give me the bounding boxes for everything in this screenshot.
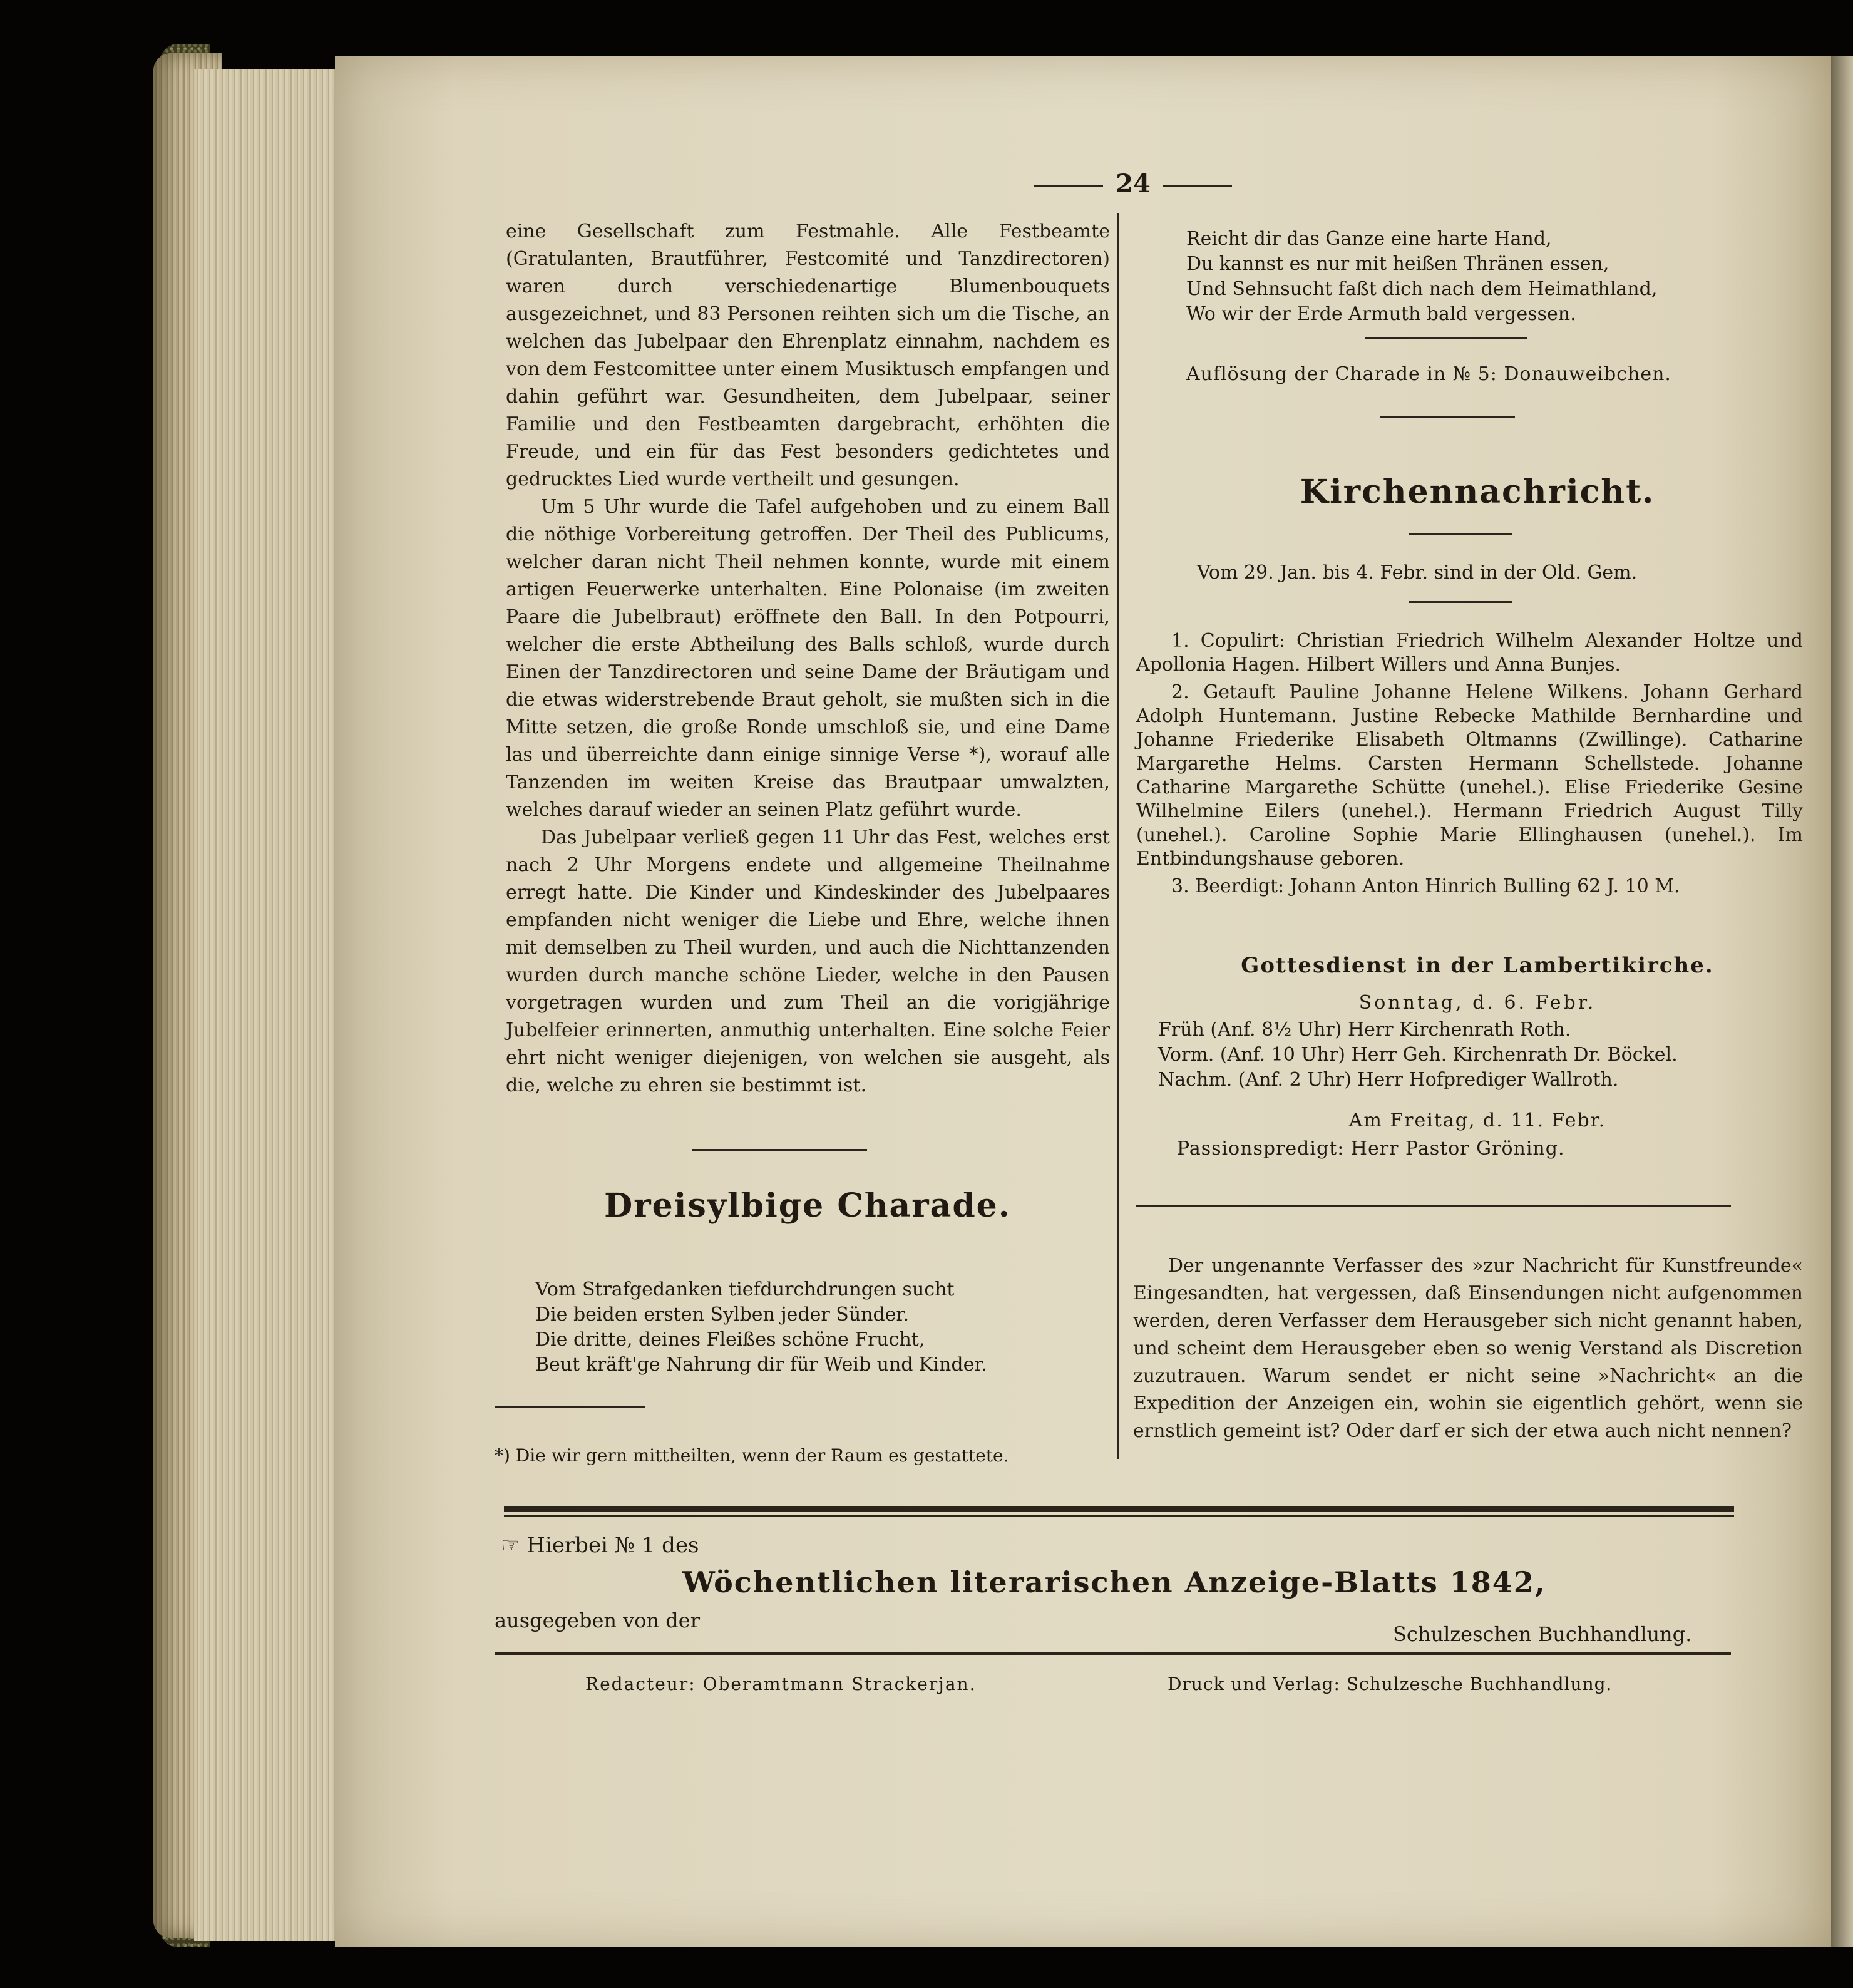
supplement-title: Wöchentlichen literarischen Anzeige-Blatts 1842, bbox=[682, 1565, 1546, 1599]
service-item: Vorm. (Anf. 10 Uhr) Herr Geh. Kirchenrath Dr. Böckel. bbox=[1158, 1044, 1678, 1066]
footnote-rule bbox=[495, 1406, 645, 1408]
service-item: Nachm. (Anf. 2 Uhr) Herr Hofprediger Wallroth. bbox=[1158, 1069, 1619, 1091]
footnote: *) Die wir gern mittheilten, wenn der Raum es gestattete. bbox=[495, 1445, 1009, 1466]
passion-sermon: Passionspredigt: Herr Pastor Gröning. bbox=[1177, 1138, 1565, 1160]
page-number bbox=[1014, 169, 1252, 198]
article-paragraph-2: Um 5 Uhr wurde die Tafel aufgehoben und zu einem Ball die nöthige Vorbereitung getroffen. Der Theil des Publicums, welcher daran nicht Theil nehmen konnte, wurde mit einem artigen Feuerwerke unterhalten. Eine Polonaise (im zweiten Paare die Jubelbraut) eröffnete den Ball. In den Potpourri, welcher die erste Abtheilung des Balls schloß, wurde durch Einen der Tanzdirectoren und seine Dame der Bräutigam und die etwas widerstrebende Braut geholt, sie mußten sich in die Mitte setzen, die große Ronde umschloß sie, und eine Dame las und überreichte dann einige sinnige Verse *), worauf alle Tanzenden im weiten Kreise das Brautpaar umwalzten, welches darauf wieder an seinen Platz geführt wurde. bbox=[506, 496, 1110, 821]
charade-verse bbox=[535, 1277, 987, 1378]
charade-line-2: Die beiden ersten Sylben jeder Sünder. bbox=[535, 1304, 909, 1326]
charade-line-1: Vom Strafgedanken tiefdurchdrungen sucht bbox=[535, 1279, 955, 1300]
friday-date: Am Freitag, d. 11. Febr. bbox=[1348, 1110, 1606, 1131]
verse-line-1: Reicht dir das Ganze eine harte Hand, bbox=[1186, 228, 1552, 250]
separator-rule bbox=[1380, 416, 1515, 418]
service-item: Früh (Anf. 8½ Uhr) Herr Kirchenrath Roth. bbox=[1158, 1019, 1571, 1041]
charade-line-3: Die dritte, deines Fleißes schöne Frucht, bbox=[535, 1329, 925, 1351]
verse-line-4: Wo wir der Erde Armuth bald vergessen. bbox=[1186, 303, 1576, 325]
church-period: Vom 29. Jan. bis 4. Febr. sind in der Old. Gem. bbox=[1197, 562, 1638, 584]
issued-by: ausgegeben von der bbox=[495, 1609, 700, 1632]
service-list bbox=[1158, 1017, 1678, 1093]
separator-rule bbox=[692, 1149, 867, 1151]
service-title: Gottesdienst in der Lambertikirche. bbox=[1241, 953, 1714, 978]
page-number-text: 24 bbox=[1116, 169, 1151, 198]
separator-rule bbox=[1136, 1205, 1731, 1207]
verse-line-2: Du kannst es nur mit heißen Thränen essen, bbox=[1186, 253, 1609, 275]
left-column-article bbox=[506, 218, 1110, 1100]
editor-notice: Der ungenannte Verfasser des »zur Nachricht für Kunstfreunde« Eingesandten, hat vergessen, daß Einsendungen nicht aufgenommen werden, deren Verfasser dem Herausgeber sich nicht genannt haben, und scheint dem Herausgeber eben so wenig Verstand als Discretion zuzutrauen. Warum sendet er nicht seine »Nachricht« an die Expedition der Anzeigen ein, wohin sie eigentlich gehört, wenn sie ernstlich gemeint ist? Oder darf er sich der etwa auch nicht nennen? bbox=[1133, 1255, 1803, 1442]
publisher-name: Schulzeschen Buchhandlung. bbox=[1393, 1622, 1692, 1646]
separator-rule bbox=[1409, 533, 1512, 535]
bottom-thin-rule bbox=[504, 1515, 1734, 1517]
charade-solution: Auflösung der Charade in № 5: Donauweibchen. bbox=[1186, 363, 1671, 385]
page-number-dash-right bbox=[1163, 185, 1232, 187]
column-divider bbox=[1117, 213, 1119, 1459]
baptized-entry: 2. Getauft Pauline Johanne Helene Wilkens. Johann Gerhard Adolph Huntemann. Justine Rebecke Mathilde Bernhardine und Johanne Friederike Elisabeth Oltmanns (Zwillinge). Catharine Margarethe Helms. Carsten Hermann Schellstede. Johanne Catharine Margarethe Schütte (unehel.). Elise Friederike Gesine Wilhelmine Eilers (unehel.). Hermann Friedrich August Tilly (unehel.). Caroline Sophie Marie Ellinghausen (unehel.). Im Entbindungshause geboren. bbox=[1136, 681, 1803, 870]
separator-rule bbox=[1365, 337, 1527, 339]
separator-rule bbox=[1409, 601, 1512, 603]
printer-credit: Druck und Verlag: Schulzesche Buchhandlung. bbox=[1168, 1674, 1613, 1694]
church-records bbox=[1136, 629, 1803, 899]
article-paragraph-3: Das Jubelpaar verließ gegen 11 Uhr das Fest, welches erst nach 2 Uhr Morgens endete und allgemeine Theilnahme erregt hatte. Die Kinder und Kindeskinder des Jubelpaares empfanden nicht weniger die Liebe und Ehre, welche ihnen mit demselben zu Theil wurden, und auch die Nichttanzenden wurden durch manche schöne Lieder, welche in den Pausen vorgetragen wurden und zum Theil an die vorigjährige Jubelfeier erinnerten, anmuthig unterhalten. Eine solche Feier ehrt nicht weniger diejenigen, von welchen sie ausgeht, als die, welche zu ehren sie bestimmt ist. bbox=[506, 827, 1110, 1096]
editor-credit: Redacteur: Oberamtmann Strackerjan. bbox=[585, 1674, 977, 1694]
verse-line-3: Und Sehnsucht faßt dich nach dem Heimathland, bbox=[1186, 278, 1658, 300]
charade-verse-continued bbox=[1186, 227, 1657, 327]
charade-title: Dreisylbige Charade. bbox=[604, 1187, 1011, 1225]
page-stack bbox=[194, 69, 338, 1941]
bottom-footer-rule bbox=[495, 1652, 1731, 1655]
facing-page-sliver bbox=[1831, 56, 1853, 1947]
bottom-thick-rule bbox=[504, 1506, 1734, 1512]
page-number-dash-left bbox=[1034, 185, 1103, 187]
buried-entry: 3. Beerdigt: Johann Anton Hinrich Bulling 62 J. 10 M. bbox=[1171, 875, 1680, 897]
article-paragraph-1: eine Gesellschaft zum Festmahle. Alle Festbeamte (Gratulanten, Brautführer, Festcomité und Tanzdirectoren) waren durch verschiedenartige Blumenbouquets ausgezeichnet, und 83 Personen reihten sich um die Tische, an welchen das Jubelpaar den Ehrenplatz einnahm, nachdem es von dem Festcomittee unter einem Musiktusch empfangen und dahin geführt war. Gesundheiten, dem Jubelpaar, seiner Familie und den Festbeamten dargebracht, erhöhten die Freude, und ein für das Fest besonders gedichtetes und gedrucktes Lied wurde vertheilt und gesungen. bbox=[506, 220, 1110, 490]
supplement-notice: ☞ Hierbei № 1 des bbox=[501, 1533, 699, 1558]
charade-line-4: Beut kräft'ge Nahrung dir für Weib und Kinder. bbox=[535, 1354, 987, 1376]
sunday-date: Sonntag, d. 6. Febr. bbox=[1358, 992, 1596, 1014]
copulated-entry: 1. Copulirt: Christian Friedrich Wilhelm Alexander Holtze und Apollonia Hagen. Hilbert Willers und Anna Bunjes. bbox=[1136, 630, 1803, 676]
church-news-title: Kirchennachricht. bbox=[1300, 473, 1655, 511]
